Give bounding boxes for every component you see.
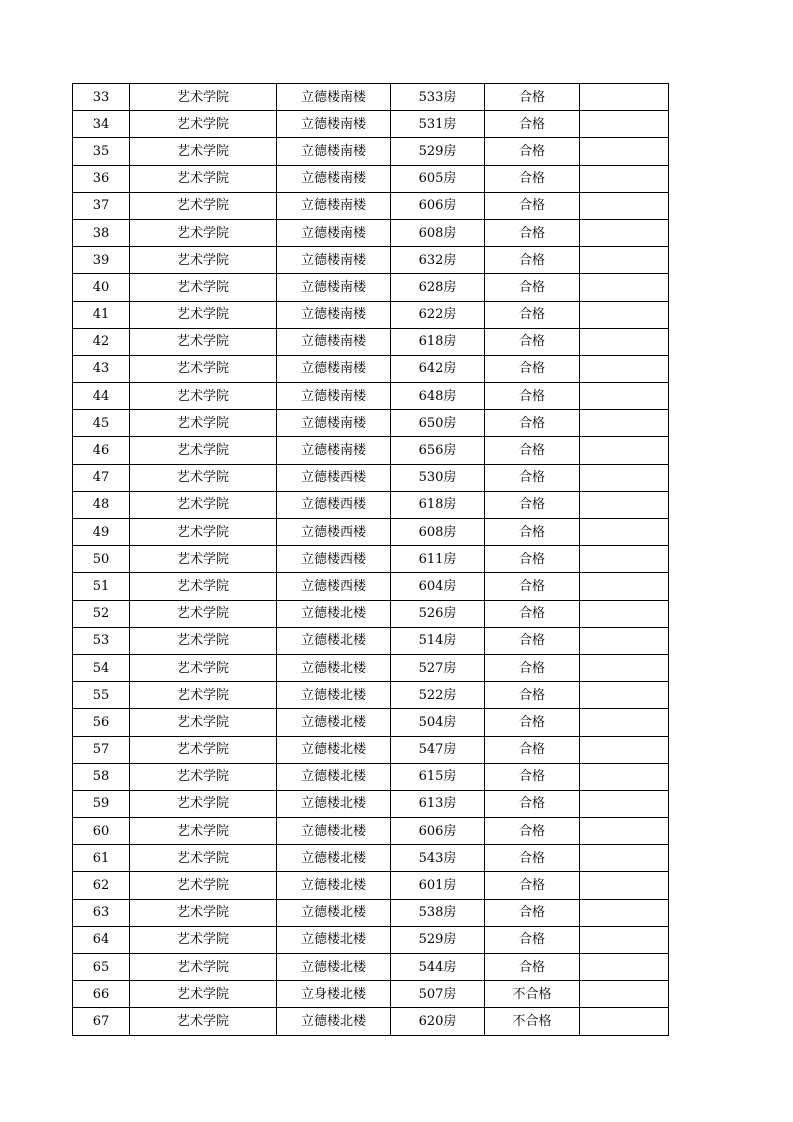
note-cell [580,546,669,573]
college-cell: 艺术学院 [130,410,277,437]
college-cell: 艺术学院 [130,165,277,192]
result-cell: 合格 [485,654,580,681]
note-cell [580,410,669,437]
result-cell: 合格 [485,219,580,246]
college-cell: 艺术学院 [130,682,277,709]
row-number-cell: 59 [73,790,130,817]
row-number-cell: 54 [73,654,130,681]
college-cell: 艺术学院 [130,464,277,491]
table-row [73,682,669,709]
college-cell: 艺术学院 [130,301,277,328]
row-number-cell: 55 [73,682,130,709]
room-cell: 648房 [391,383,485,410]
note-cell [580,383,669,410]
college-cell: 艺术学院 [130,84,277,111]
college-cell: 艺术学院 [130,111,277,138]
note-cell [580,872,669,899]
row-number-cell: 33 [73,84,130,111]
table-row [73,790,669,817]
result-cell: 合格 [485,845,580,872]
result-cell: 合格 [485,709,580,736]
building-cell: 立德楼南楼 [277,383,391,410]
college-cell: 艺术学院 [130,818,277,845]
table-row [73,1008,669,1035]
result-cell: 合格 [485,872,580,899]
building-cell: 立德楼南楼 [277,192,391,219]
college-cell: 艺术学院 [130,954,277,981]
room-cell: 656房 [391,437,485,464]
result-cell: 合格 [485,519,580,546]
room-cell: 622房 [391,301,485,328]
room-cell: 547房 [391,736,485,763]
result-cell: 合格 [485,573,580,600]
note-cell [580,736,669,763]
table-row [73,627,669,654]
room-cell: 613房 [391,790,485,817]
table-row [73,165,669,192]
row-number-cell: 67 [73,1008,130,1035]
building-cell: 立德楼南楼 [277,219,391,246]
room-cell: 606房 [391,818,485,845]
table-row [73,736,669,763]
college-cell: 艺术学院 [130,1008,277,1035]
building-cell: 立德楼南楼 [277,328,391,355]
building-cell: 立德楼西楼 [277,573,391,600]
note-cell [580,301,669,328]
note-cell [580,627,669,654]
college-cell: 艺术学院 [130,872,277,899]
row-number-cell: 45 [73,410,130,437]
row-number-cell: 34 [73,111,130,138]
room-cell: 608房 [391,519,485,546]
building-cell: 立德楼南楼 [277,274,391,301]
college-cell: 艺术学院 [130,790,277,817]
result-cell: 合格 [485,899,580,926]
row-number-cell: 49 [73,519,130,546]
building-cell: 立德楼北楼 [277,654,391,681]
room-cell: 530房 [391,464,485,491]
building-cell: 立德楼北楼 [277,1008,391,1035]
room-cell: 618房 [391,328,485,355]
note-cell [580,926,669,953]
college-cell: 艺术学院 [130,247,277,274]
inspection-table-body [73,84,669,1036]
result-cell: 合格 [485,192,580,219]
result-cell: 合格 [485,491,580,518]
table-row [73,111,669,138]
row-number-cell: 40 [73,274,130,301]
college-cell: 艺术学院 [130,546,277,573]
result-cell: 合格 [485,818,580,845]
table-row [73,872,669,899]
note-cell [580,355,669,382]
building-cell: 立德楼西楼 [277,491,391,518]
row-number-cell: 39 [73,247,130,274]
building-cell: 立德楼南楼 [277,138,391,165]
room-cell: 526房 [391,600,485,627]
note-cell [580,219,669,246]
room-cell: 504房 [391,709,485,736]
dormitory-inspection-sheet [72,83,669,1036]
building-cell: 立德楼北楼 [277,600,391,627]
row-number-cell: 38 [73,219,130,246]
college-cell: 艺术学院 [130,654,277,681]
building-cell: 立德楼南楼 [277,84,391,111]
table-row [73,84,669,111]
room-cell: 529房 [391,926,485,953]
table-row [73,437,669,464]
room-cell: 543房 [391,845,485,872]
room-cell: 538房 [391,899,485,926]
college-cell: 艺术学院 [130,491,277,518]
note-cell [580,1008,669,1035]
building-cell: 立德楼北楼 [277,790,391,817]
table-row [73,546,669,573]
table-row [73,219,669,246]
note-cell [580,790,669,817]
room-cell: 605房 [391,165,485,192]
note-cell [580,519,669,546]
note-cell [580,845,669,872]
result-cell: 合格 [485,111,580,138]
college-cell: 艺术学院 [130,355,277,382]
note-cell [580,899,669,926]
note-cell [580,573,669,600]
college-cell: 艺术学院 [130,138,277,165]
result-cell: 合格 [485,954,580,981]
room-cell: 601房 [391,872,485,899]
table-row [73,899,669,926]
building-cell: 立德楼南楼 [277,111,391,138]
table-row [73,192,669,219]
table-row [73,845,669,872]
result-cell: 不合格 [485,981,580,1008]
row-number-cell: 46 [73,437,130,464]
note-cell [580,437,669,464]
note-cell [580,954,669,981]
college-cell: 艺术学院 [130,192,277,219]
row-number-cell: 50 [73,546,130,573]
college-cell: 艺术学院 [130,573,277,600]
table-row [73,355,669,382]
table-row [73,464,669,491]
row-number-cell: 43 [73,355,130,382]
building-cell: 立德楼南楼 [277,301,391,328]
note-cell [580,818,669,845]
room-cell: 514房 [391,627,485,654]
row-number-cell: 66 [73,981,130,1008]
table-row [73,709,669,736]
table-row [73,954,669,981]
room-cell: 529房 [391,138,485,165]
table-row [73,274,669,301]
row-number-cell: 58 [73,763,130,790]
note-cell [580,274,669,301]
room-cell: 611房 [391,546,485,573]
note-cell [580,682,669,709]
table-row [73,519,669,546]
row-number-cell: 44 [73,383,130,410]
table-row [73,491,669,518]
row-number-cell: 62 [73,872,130,899]
building-cell: 立德楼南楼 [277,410,391,437]
row-number-cell: 36 [73,165,130,192]
building-cell: 立德楼南楼 [277,165,391,192]
result-cell: 合格 [485,464,580,491]
result-cell: 合格 [485,165,580,192]
row-number-cell: 42 [73,328,130,355]
row-number-cell: 52 [73,600,130,627]
result-cell: 合格 [485,763,580,790]
table-row [73,410,669,437]
college-cell: 艺术学院 [130,274,277,301]
table-row [73,763,669,790]
room-cell: 620房 [391,1008,485,1035]
college-cell: 艺术学院 [130,627,277,654]
inspection-table [72,83,669,1036]
building-cell: 立德楼北楼 [277,627,391,654]
table-row [73,301,669,328]
college-cell: 艺术学院 [130,709,277,736]
building-cell: 立德楼西楼 [277,464,391,491]
building-cell: 立德楼北楼 [277,845,391,872]
room-cell: 527房 [391,654,485,681]
college-cell: 艺术学院 [130,981,277,1008]
room-cell: 650房 [391,410,485,437]
result-cell: 合格 [485,790,580,817]
result-cell: 合格 [485,274,580,301]
building-cell: 立德楼北楼 [277,899,391,926]
building-cell: 立德楼南楼 [277,437,391,464]
college-cell: 艺术学院 [130,926,277,953]
table-row [73,981,669,1008]
table-row [73,573,669,600]
table-row [73,383,669,410]
note-cell [580,247,669,274]
building-cell: 立德楼西楼 [277,519,391,546]
college-cell: 艺术学院 [130,899,277,926]
building-cell: 立德楼南楼 [277,355,391,382]
note-cell [580,981,669,1008]
row-number-cell: 53 [73,627,130,654]
row-number-cell: 51 [73,573,130,600]
row-number-cell: 56 [73,709,130,736]
room-cell: 604房 [391,573,485,600]
college-cell: 艺术学院 [130,600,277,627]
room-cell: 533房 [391,84,485,111]
room-cell: 632房 [391,247,485,274]
result-cell: 合格 [485,437,580,464]
row-number-cell: 65 [73,954,130,981]
college-cell: 艺术学院 [130,845,277,872]
room-cell: 628房 [391,274,485,301]
note-cell [580,138,669,165]
building-cell: 立德楼北楼 [277,926,391,953]
room-cell: 507房 [391,981,485,1008]
room-cell: 544房 [391,954,485,981]
row-number-cell: 37 [73,192,130,219]
note-cell [580,111,669,138]
note-cell [580,192,669,219]
college-cell: 艺术学院 [130,328,277,355]
table-row [73,138,669,165]
result-cell: 合格 [485,247,580,274]
row-number-cell: 47 [73,464,130,491]
building-cell: 立德楼南楼 [277,247,391,274]
table-row [73,600,669,627]
building-cell: 立德楼北楼 [277,682,391,709]
note-cell [580,464,669,491]
row-number-cell: 61 [73,845,130,872]
building-cell: 立德楼北楼 [277,954,391,981]
result-cell: 合格 [485,926,580,953]
note-cell [580,328,669,355]
result-cell: 合格 [485,383,580,410]
building-cell: 立德楼北楼 [277,872,391,899]
table-row [73,818,669,845]
result-cell: 合格 [485,84,580,111]
table-row [73,328,669,355]
room-cell: 608房 [391,219,485,246]
college-cell: 艺术学院 [130,519,277,546]
row-number-cell: 64 [73,926,130,953]
result-cell: 合格 [485,736,580,763]
result-cell: 合格 [485,546,580,573]
row-number-cell: 35 [73,138,130,165]
result-cell: 合格 [485,328,580,355]
result-cell: 合格 [485,138,580,165]
college-cell: 艺术学院 [130,383,277,410]
row-number-cell: 48 [73,491,130,518]
result-cell: 合格 [485,355,580,382]
college-cell: 艺术学院 [130,219,277,246]
table-row [73,926,669,953]
building-cell: 立德楼北楼 [277,709,391,736]
table-row [73,654,669,681]
table-row [73,247,669,274]
building-cell: 立德楼北楼 [277,818,391,845]
room-cell: 615房 [391,763,485,790]
room-cell: 618房 [391,491,485,518]
room-cell: 522房 [391,682,485,709]
room-cell: 606房 [391,192,485,219]
row-number-cell: 57 [73,736,130,763]
result-cell: 合格 [485,600,580,627]
note-cell [580,491,669,518]
college-cell: 艺术学院 [130,736,277,763]
row-number-cell: 63 [73,899,130,926]
building-cell: 立德楼西楼 [277,546,391,573]
note-cell [580,84,669,111]
result-cell: 不合格 [485,1008,580,1035]
result-cell: 合格 [485,682,580,709]
room-cell: 531房 [391,111,485,138]
note-cell [580,709,669,736]
note-cell [580,763,669,790]
college-cell: 艺术学院 [130,437,277,464]
building-cell: 立身楼北楼 [277,981,391,1008]
room-cell: 642房 [391,355,485,382]
result-cell: 合格 [485,301,580,328]
note-cell [580,165,669,192]
note-cell [580,600,669,627]
building-cell: 立德楼北楼 [277,736,391,763]
building-cell: 立德楼北楼 [277,763,391,790]
result-cell: 合格 [485,410,580,437]
note-cell [580,654,669,681]
row-number-cell: 60 [73,818,130,845]
result-cell: 合格 [485,627,580,654]
college-cell: 艺术学院 [130,763,277,790]
row-number-cell: 41 [73,301,130,328]
